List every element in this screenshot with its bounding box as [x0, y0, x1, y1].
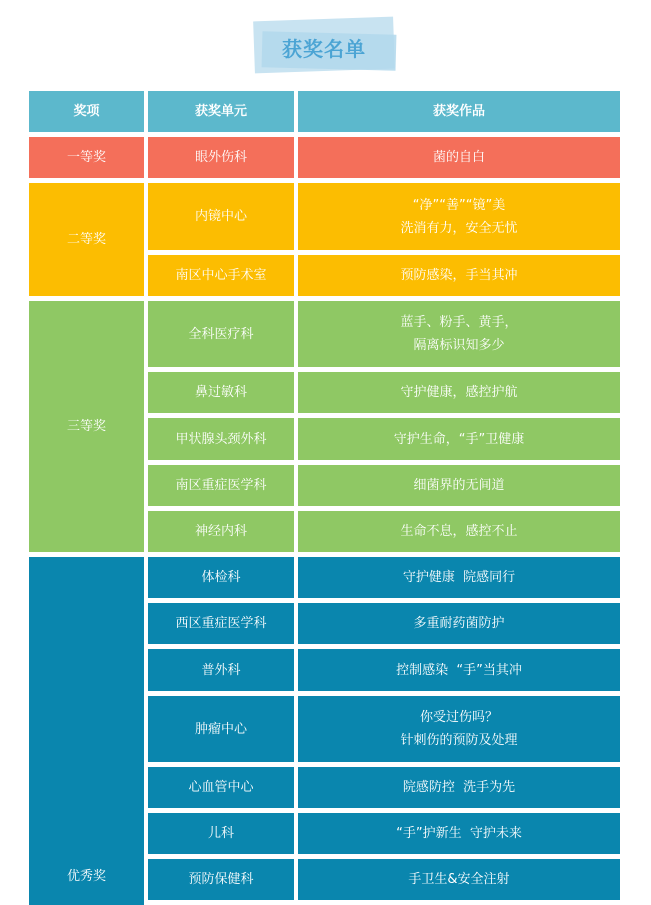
table-cell-work [298, 183, 620, 250]
table-cell-work [298, 603, 620, 644]
table-cell-unit: 南区重症医学科 [148, 465, 294, 506]
award-second: 二等奖 [29, 183, 144, 296]
table-cell-work [298, 859, 620, 900]
header-award: 奖项 [29, 91, 144, 132]
table-cell-unit: 鼻过敏科 [148, 372, 294, 413]
table-cell-work [298, 511, 620, 552]
table-cell-unit: 西区重症医学科 [148, 603, 294, 644]
header-unit: 获奖单元 [148, 91, 294, 132]
work-line: 你受过伤吗？ [419, 710, 498, 725]
work-line: “净”“善”“镜”美 [412, 197, 506, 213]
work-line: 菌的自白 [432, 150, 485, 165]
table-cell-unit: 全科医疗科 [148, 301, 294, 367]
table-cell-work [298, 767, 620, 808]
table-cell-unit: 肿瘤中心 [148, 696, 294, 762]
work-line: 蓝手、粉手、黄手， [400, 315, 518, 330]
table-cell-work [298, 696, 620, 762]
work-line: 细菌界的无间道 [413, 478, 505, 493]
work-line: 洗消有力，安全无忧 [400, 220, 518, 236]
table-cell-unit: 南区中心手术室 [148, 255, 294, 296]
work-line: 针刺伤的预防及处理 [400, 733, 518, 748]
table-cell-work [298, 137, 620, 178]
work-line: 院感防控 洗手为先 [402, 780, 516, 795]
table-cell-unit: 普外科 [148, 649, 294, 691]
work-line: 多重耐药菌防护 [413, 616, 505, 631]
work-line: 预防感染，手当其冲 [400, 268, 518, 283]
award-first: 一等奖 [29, 137, 144, 178]
table-cell-work [298, 465, 620, 506]
table-cell-work [298, 813, 620, 854]
table-cell-unit: 体检科 [148, 557, 294, 598]
table-cell-unit: 心血管中心 [148, 767, 294, 808]
table-cell-work [298, 418, 620, 460]
work-line: “手”护新生 守护未来 [396, 826, 522, 841]
work-line: 控制感染 “手”当其冲 [396, 662, 522, 678]
table-cell-unit: 预防保健科 [148, 859, 294, 900]
work-line: 守护健康，感控护航 [400, 385, 518, 400]
table-cell-work [298, 557, 620, 598]
table-cell-work [298, 372, 620, 413]
award-merit: 优秀奖 [29, 557, 144, 905]
header-work: 获奖作品 [298, 91, 620, 132]
table-cell-unit: 儿科 [148, 813, 294, 854]
table-cell-work [298, 301, 620, 367]
award-third: 三等奖 [29, 301, 144, 552]
table-cell-work [298, 649, 620, 691]
work-line: 守护生命，“手”卫健康 [393, 431, 525, 447]
table-cell-unit: 内镜中心 [148, 183, 294, 250]
table-cell-unit: 神经内科 [148, 511, 294, 552]
table-cell-work [298, 255, 620, 296]
work-line: 守护健康 院感同行 [402, 570, 516, 585]
table-cell-unit: 甲状腺头颈外科 [148, 418, 294, 460]
work-line: 生命不息，感控不止 [400, 524, 518, 539]
table-cell-unit: 眼外伤科 [148, 137, 294, 178]
title-banner [0, 0, 651, 90]
work-line: 手卫生&安全注射 [408, 872, 510, 887]
work-line: 隔离标识知多少 [413, 338, 505, 353]
page-title: 获奖名单 [282, 37, 366, 61]
